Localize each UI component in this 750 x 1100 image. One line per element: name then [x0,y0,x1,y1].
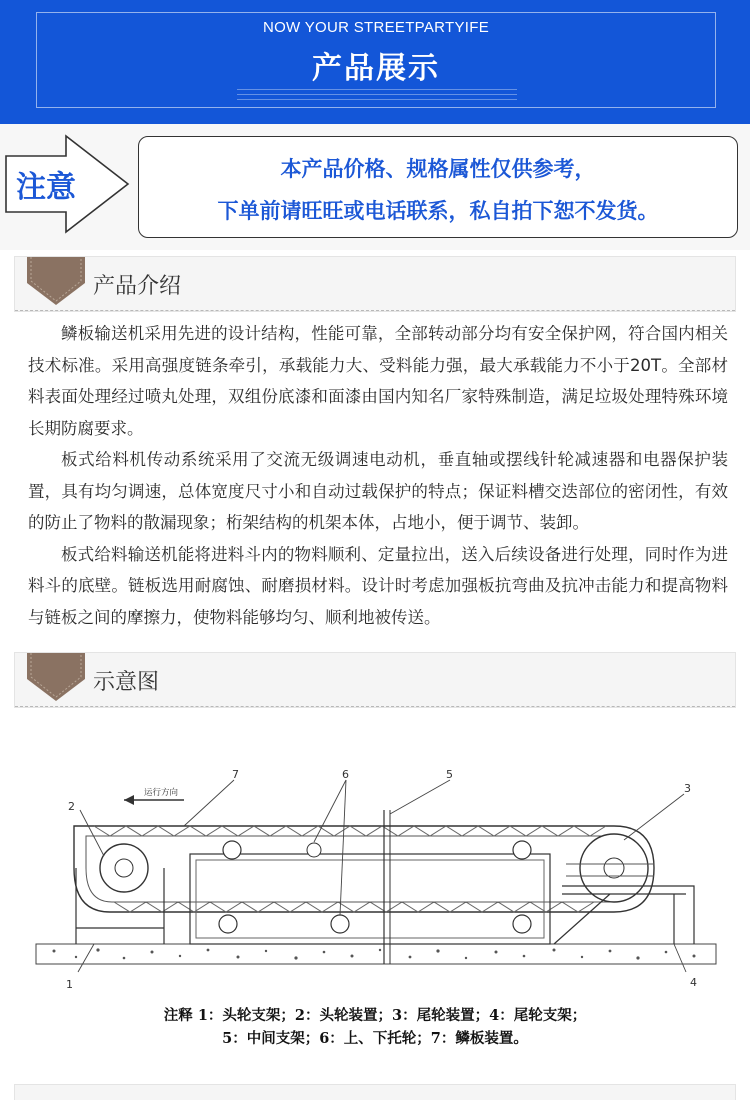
part-number-6: 6 [342,768,349,781]
notice-label: 注意 [16,170,76,205]
intro-paragraph-3: 板式给料输送机能将进料斗内的物料顺利、定量拉出，送入后续设备进行处理，同时作为进料斗的底壁。链板选用耐腐蚀、耐磨损材料。设计时考虑加强板抗弯曲及抗冲击能力和提高物料与链板之间的摩擦力，使物料能够均匀、顺利地被传送。 [28,544,728,627]
intro-paragraph-2: 板式给料机传动系统采用了交流无级调速电动机，垂直轴或摆线针轮减速器和电器保护装置，具有均匀调速，总体宽度尺寸小和自动过载保护的特点；保证料槽交迭部位的密闭性，有效的防止了物料的散漏现象；桁架结构的机架本体，占地小，便于调节、装卸。 [28,450,728,532]
notice-box [138,136,738,238]
diagram-caption-line-1: 注释 1：头轮支架；2：头轮装置；3：尾轮装置；4：尾轮支架； [163,1007,587,1024]
section-header-next [14,1084,736,1100]
part-number-1: 1 [66,978,73,991]
part-number-2: 2 [68,800,75,813]
direction-label: 运行方向 [144,788,179,798]
banner-decoration [237,85,517,103]
header-banner [0,0,750,124]
banner-frame [36,12,716,108]
chevron-ribbon-icon [27,257,85,305]
intro-paragraph-1: 鳞板输送机采用先进的设计结构，性能可靠，全部转动部分均有安全保护网，符合国内相关技术标准。采用高强度链条牵引，承载能力大、受料能力强，最大承载能力不小于20T。全部材料表面处理经过喷丸处理，双组份底漆和面漆由国内知名厂家特殊制造，满足垃圾处理特殊环境长期防腐要求。 [28,324,728,438]
part-number-5: 5 [446,768,453,781]
section-title-diagram: 示意图 [93,670,160,695]
part-number-7: 7 [232,768,239,781]
banner-subtitle: NOW YOUR STREETPARTYIFE [262,19,490,36]
section-title-intro: 产品介绍 [93,274,182,299]
section-header-intro [14,256,736,312]
notice-panel [0,124,750,250]
part-number-4: 4 [690,976,697,989]
diagram-caption-line-2: 5：中间支架；6：上、下托轮；7：鳞板装置。 [222,1030,528,1047]
chevron-ribbon-icon [27,653,85,701]
notice-line-2: 下单前请旺旺或电话联系，私自拍下恕不发货。 [217,199,659,223]
section-header-diagram [14,652,736,708]
notice-line-1: 本产品价格、规格属性仅供参考， [280,157,596,181]
part-number-3: 3 [684,782,691,795]
intro-text [28,318,728,633]
banner-title: 产品展示 [312,51,440,86]
